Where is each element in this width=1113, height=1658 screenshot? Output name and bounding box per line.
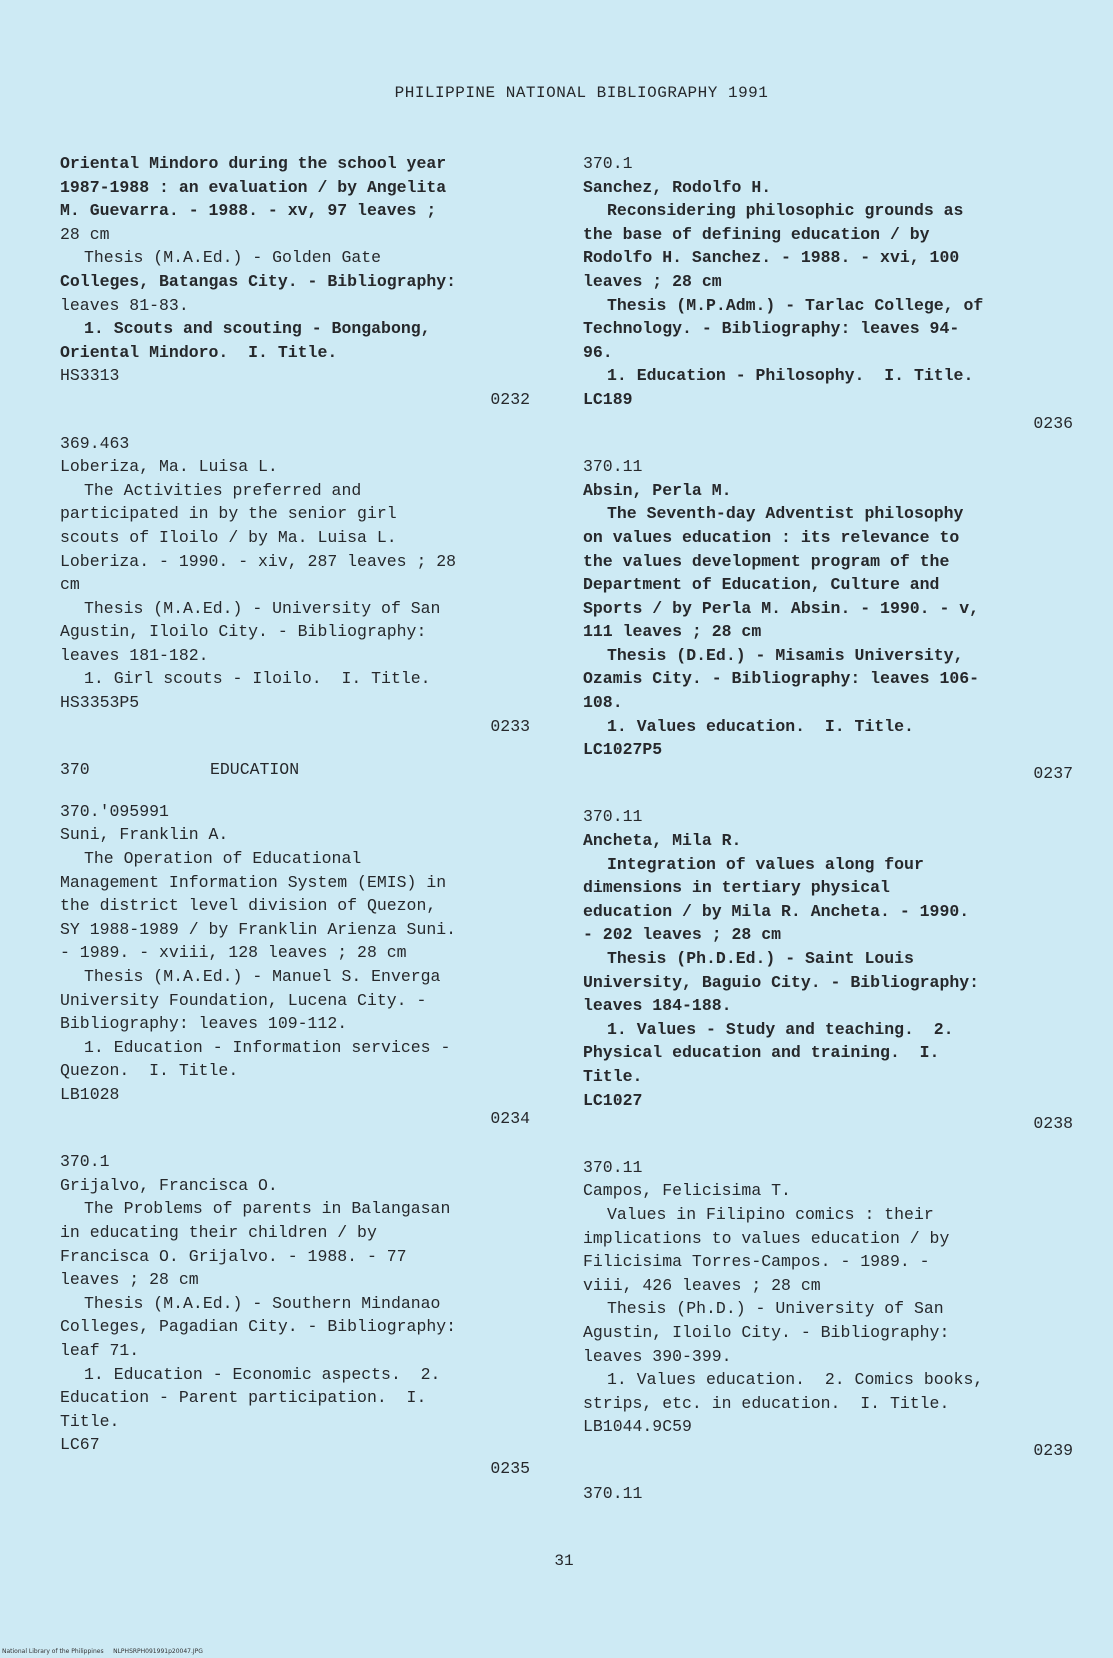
bibliographic-entry-0237 (583, 455, 1073, 785)
right-column (583, 152, 1073, 1506)
entry-subject-line: Physical education and training. I. (583, 1043, 940, 1063)
entry-subject-line: Title. (60, 1411, 120, 1431)
entry-title-line: Loberiza. - 1990. - xiv, 287 leaves ; 28 (60, 551, 457, 571)
entry-call-number: HS3353P5 (60, 693, 140, 713)
entry-author: Loberiza, Ma. Luisa L. (60, 457, 278, 477)
entry-title-line: cm (60, 575, 80, 595)
entry-title-line: The Seventh-day Adventist philosophy (607, 504, 964, 524)
entry-note-line: Thesis (D.Ed.) - Misamis University, (607, 645, 964, 665)
entry-call-number: LC67 (60, 1435, 100, 1455)
entry-call-number: LB1028 (60, 1084, 120, 1104)
bibliographic-entry-0233 (60, 432, 530, 739)
entry-author: Ancheta, Mila R. (583, 831, 742, 851)
entry-note-line: Thesis (M.A.Ed.) - Southern Mindanao (84, 1293, 441, 1313)
entry-note-line: leaves 390-399. (583, 1346, 732, 1366)
entry-title-line: - 202 leaves ; 28 cm (583, 925, 782, 945)
entry-note-line: Thesis (Ph.D.) - University of San (607, 1299, 944, 1319)
entry-note-line: Bibliography: leaves 109-112. (60, 1014, 348, 1034)
entry-subject-line: 1. Values education. I. Title. (607, 716, 914, 736)
entry-note-line: Thesis (M.P.Adm.) - Tarlac College, of (607, 295, 984, 315)
entry-number: 0234 (490, 1108, 530, 1128)
entry-title-line: Oriental Mindoro during the school year (60, 154, 447, 173)
entry-title-line: SY 1988-1989 / by Franklin Arienza Suni. (60, 919, 457, 939)
entry-title-line: the values development program of the (583, 551, 950, 571)
entry-title-line: dimensions in tertiary physical (583, 878, 890, 898)
bibliographic-entry-0232 (60, 152, 530, 412)
entry-note-line: leaves 181-182. (60, 645, 209, 665)
entry-subject-line: Title. (583, 1066, 643, 1086)
entry-author: Sanchez, Rodolfo H. (583, 177, 772, 197)
entry-title-line: scouts of Iloilo / by Ma. Luisa L. (60, 527, 397, 547)
entry-title-line: 28 cm (60, 224, 110, 244)
entry-subject-line: strips, etc. in education. I. Title. (583, 1393, 950, 1413)
entry-number: 0239 (1033, 1440, 1073, 1460)
bibliographic-entry-0235 (60, 1150, 530, 1480)
entry-class-number: 370.11 (583, 1157, 643, 1177)
entry-title-line: Values in Filipino comics : their (607, 1204, 934, 1224)
entry-note-line: Agustin, Iloilo City. - Bibliography: (583, 1322, 950, 1342)
entry-title-line: - 1989. - xviii, 128 leaves ; 28 cm (60, 943, 407, 963)
entry-title-line: on values education : its relevance to (583, 527, 960, 547)
entry-subject-line: 1. Values - Study and teaching. 2. (607, 1019, 954, 1039)
entry-note-line: Thesis (M.A.Ed.) - University of San (84, 598, 441, 618)
entry-title-line: The Activities preferred and (84, 480, 362, 500)
bibliographic-entry-0234 (60, 800, 530, 1130)
entry-title-line: Rodolfo H. Sanchez. - 1988. - xvi, 100 (583, 248, 960, 268)
entry-title-line: in educating their children / by (60, 1222, 377, 1242)
entry-note-line: Agustin, Iloilo City. - Bibliography: (60, 622, 427, 642)
entry-subject-line: Oriental Mindoro. I. Title. (60, 342, 338, 362)
section-label: EDUCATION (210, 760, 300, 780)
entry-title-line: viii, 426 leaves ; 28 cm (583, 1275, 821, 1295)
entry-note-line: Technology. - Bibliography: leaves 94- (583, 319, 960, 339)
entry-title-line: The Problems of parents in Balangasan (84, 1199, 451, 1219)
page-header: PHILIPPINE NATIONAL BIBLIOGRAPHY 1991 (394, 84, 769, 102)
entry-note-line: Colleges, Batangas City. - Bibliography: (60, 271, 457, 291)
entry-title-line: the base of defining education / by (583, 224, 930, 244)
entry-title-line: implications to values education / by (583, 1228, 950, 1248)
entry-number: 0235 (490, 1458, 530, 1478)
section-code: 370 (60, 760, 90, 780)
section-heading (60, 758, 530, 782)
entry-class-number: 370.'095991 (60, 801, 169, 821)
entry-note-line: 96. (583, 342, 613, 362)
entry-call-number: LC1027P5 (583, 740, 663, 760)
entry-subject-line: 1. Values education. 2. Comics books, (607, 1370, 984, 1390)
entry-note-line: Thesis (M.A.Ed.) - Golden Gate (84, 248, 382, 268)
entry-subject-line: 1. Education - Philosophy. I. Title. (607, 366, 974, 386)
entry-note-line: University Foundation, Lucena City. - (60, 990, 427, 1010)
entry-call-number: HS3313 (60, 366, 120, 386)
entry-title-line: The Operation of Educational (84, 849, 362, 869)
entry-note-line: leaf 71. (60, 1340, 140, 1360)
bibliographic-entry-0238 (583, 805, 1073, 1135)
entry-number: 0233 (490, 716, 530, 736)
entry-title-line: Sports / by Perla M. Absin. - 1990. - v, (583, 598, 980, 618)
entry-note-line: Colleges, Pagadian City. - Bibliography: (60, 1317, 457, 1337)
entry-class-number: 370.11 (583, 457, 643, 477)
entry-call-number: LB1044.9C59 (583, 1417, 692, 1437)
entry-class-number: 369.463 (60, 433, 130, 453)
entry-class-number: 370.11 (583, 807, 643, 827)
entry-title-line: 1987-1988 : an evaluation / by Angelita (60, 177, 447, 197)
entry-title-line: participated in by the senior girl (60, 504, 397, 524)
entry-author: Campos, Felicisima T. (583, 1181, 791, 1201)
entry-title-line: Reconsidering philosophic grounds as (607, 201, 964, 221)
entry-note-line: Thesis (M.A.Ed.) - Manuel S. Enverga (84, 967, 441, 986)
entry-number: 0238 (1033, 1114, 1073, 1134)
entry-author: Grijalvo, Francisca O. (60, 1175, 278, 1195)
entry-number: 0237 (1033, 763, 1073, 783)
page-number: 31 (554, 1552, 574, 1570)
entry-title-line: education / by Mila R. Ancheta. - 1990. (583, 901, 970, 921)
entry-title-line: leaves ; 28 cm (583, 271, 722, 291)
footer-credit: National Library of the Philippines NLPHSRPH091991p20047.JPG (2, 1648, 203, 1655)
entry-title-line: Department of Education, Culture and (583, 575, 940, 595)
entry-title-line: Integration of values along four (607, 854, 924, 874)
entry-note-line: leaves 81-83. (60, 295, 189, 315)
entry-subject-line: 1. Education - Economic aspects. 2. (84, 1364, 441, 1384)
entry-call-number: LC189 (583, 389, 633, 409)
entry-call-number: LC1027 (583, 1090, 643, 1110)
bibliographic-entry-0239 (583, 1156, 1073, 1463)
left-column (60, 152, 530, 1500)
entry-subject-line: 1. Scouts and scouting - Bongabong, (84, 319, 431, 339)
entry-subject-line: Education - Parent participation. I. (60, 1388, 427, 1408)
entry-title-line: Filicisima Torres-Campos. - 1989. - (583, 1252, 930, 1272)
entry-class-number: 370.1 (583, 154, 633, 173)
entry-author: Absin, Perla M. (583, 480, 732, 500)
next-entry-class-number: 370.11 (583, 1484, 643, 1504)
entry-class-number: 370.1 (60, 1152, 110, 1172)
entry-subject-line: 1. Girl scouts - Iloilo. I. Title. (84, 669, 431, 689)
entry-title-line: Francisca O. Grijalvo. - 1988. - 77 (60, 1246, 407, 1266)
entry-number: 0236 (1033, 413, 1073, 433)
bibliographic-entry-0236 (583, 152, 1073, 435)
entry-title-line: 111 leaves ; 28 cm (583, 622, 762, 642)
entry-title-line: M. Guevarra. - 1988. - xv, 97 leaves ; (60, 201, 437, 221)
entry-note-line: Thesis (Ph.D.Ed.) - Saint Louis (607, 949, 914, 968)
entry-note-line: leaves 184-188. (583, 996, 732, 1016)
entry-title-line: leaves ; 28 cm (60, 1270, 199, 1290)
entry-title-line: Management Information System (EMIS) in (60, 872, 447, 892)
entry-title-line: the district level division of Quezon, (60, 896, 437, 916)
entry-subject-line: 1. Education - Information services - (84, 1037, 451, 1057)
entry-number: 0232 (490, 389, 530, 409)
entry-note-line: 108. (583, 693, 623, 713)
entry-note-line: Ozamis City. - Bibliography: leaves 106- (583, 669, 980, 689)
entry-subject-line: Quezon. I. Title. (60, 1061, 239, 1081)
entry-author: Suni, Franklin A. (60, 825, 229, 845)
entry-note-line: University, Baguio City. - Bibliography: (583, 972, 980, 992)
